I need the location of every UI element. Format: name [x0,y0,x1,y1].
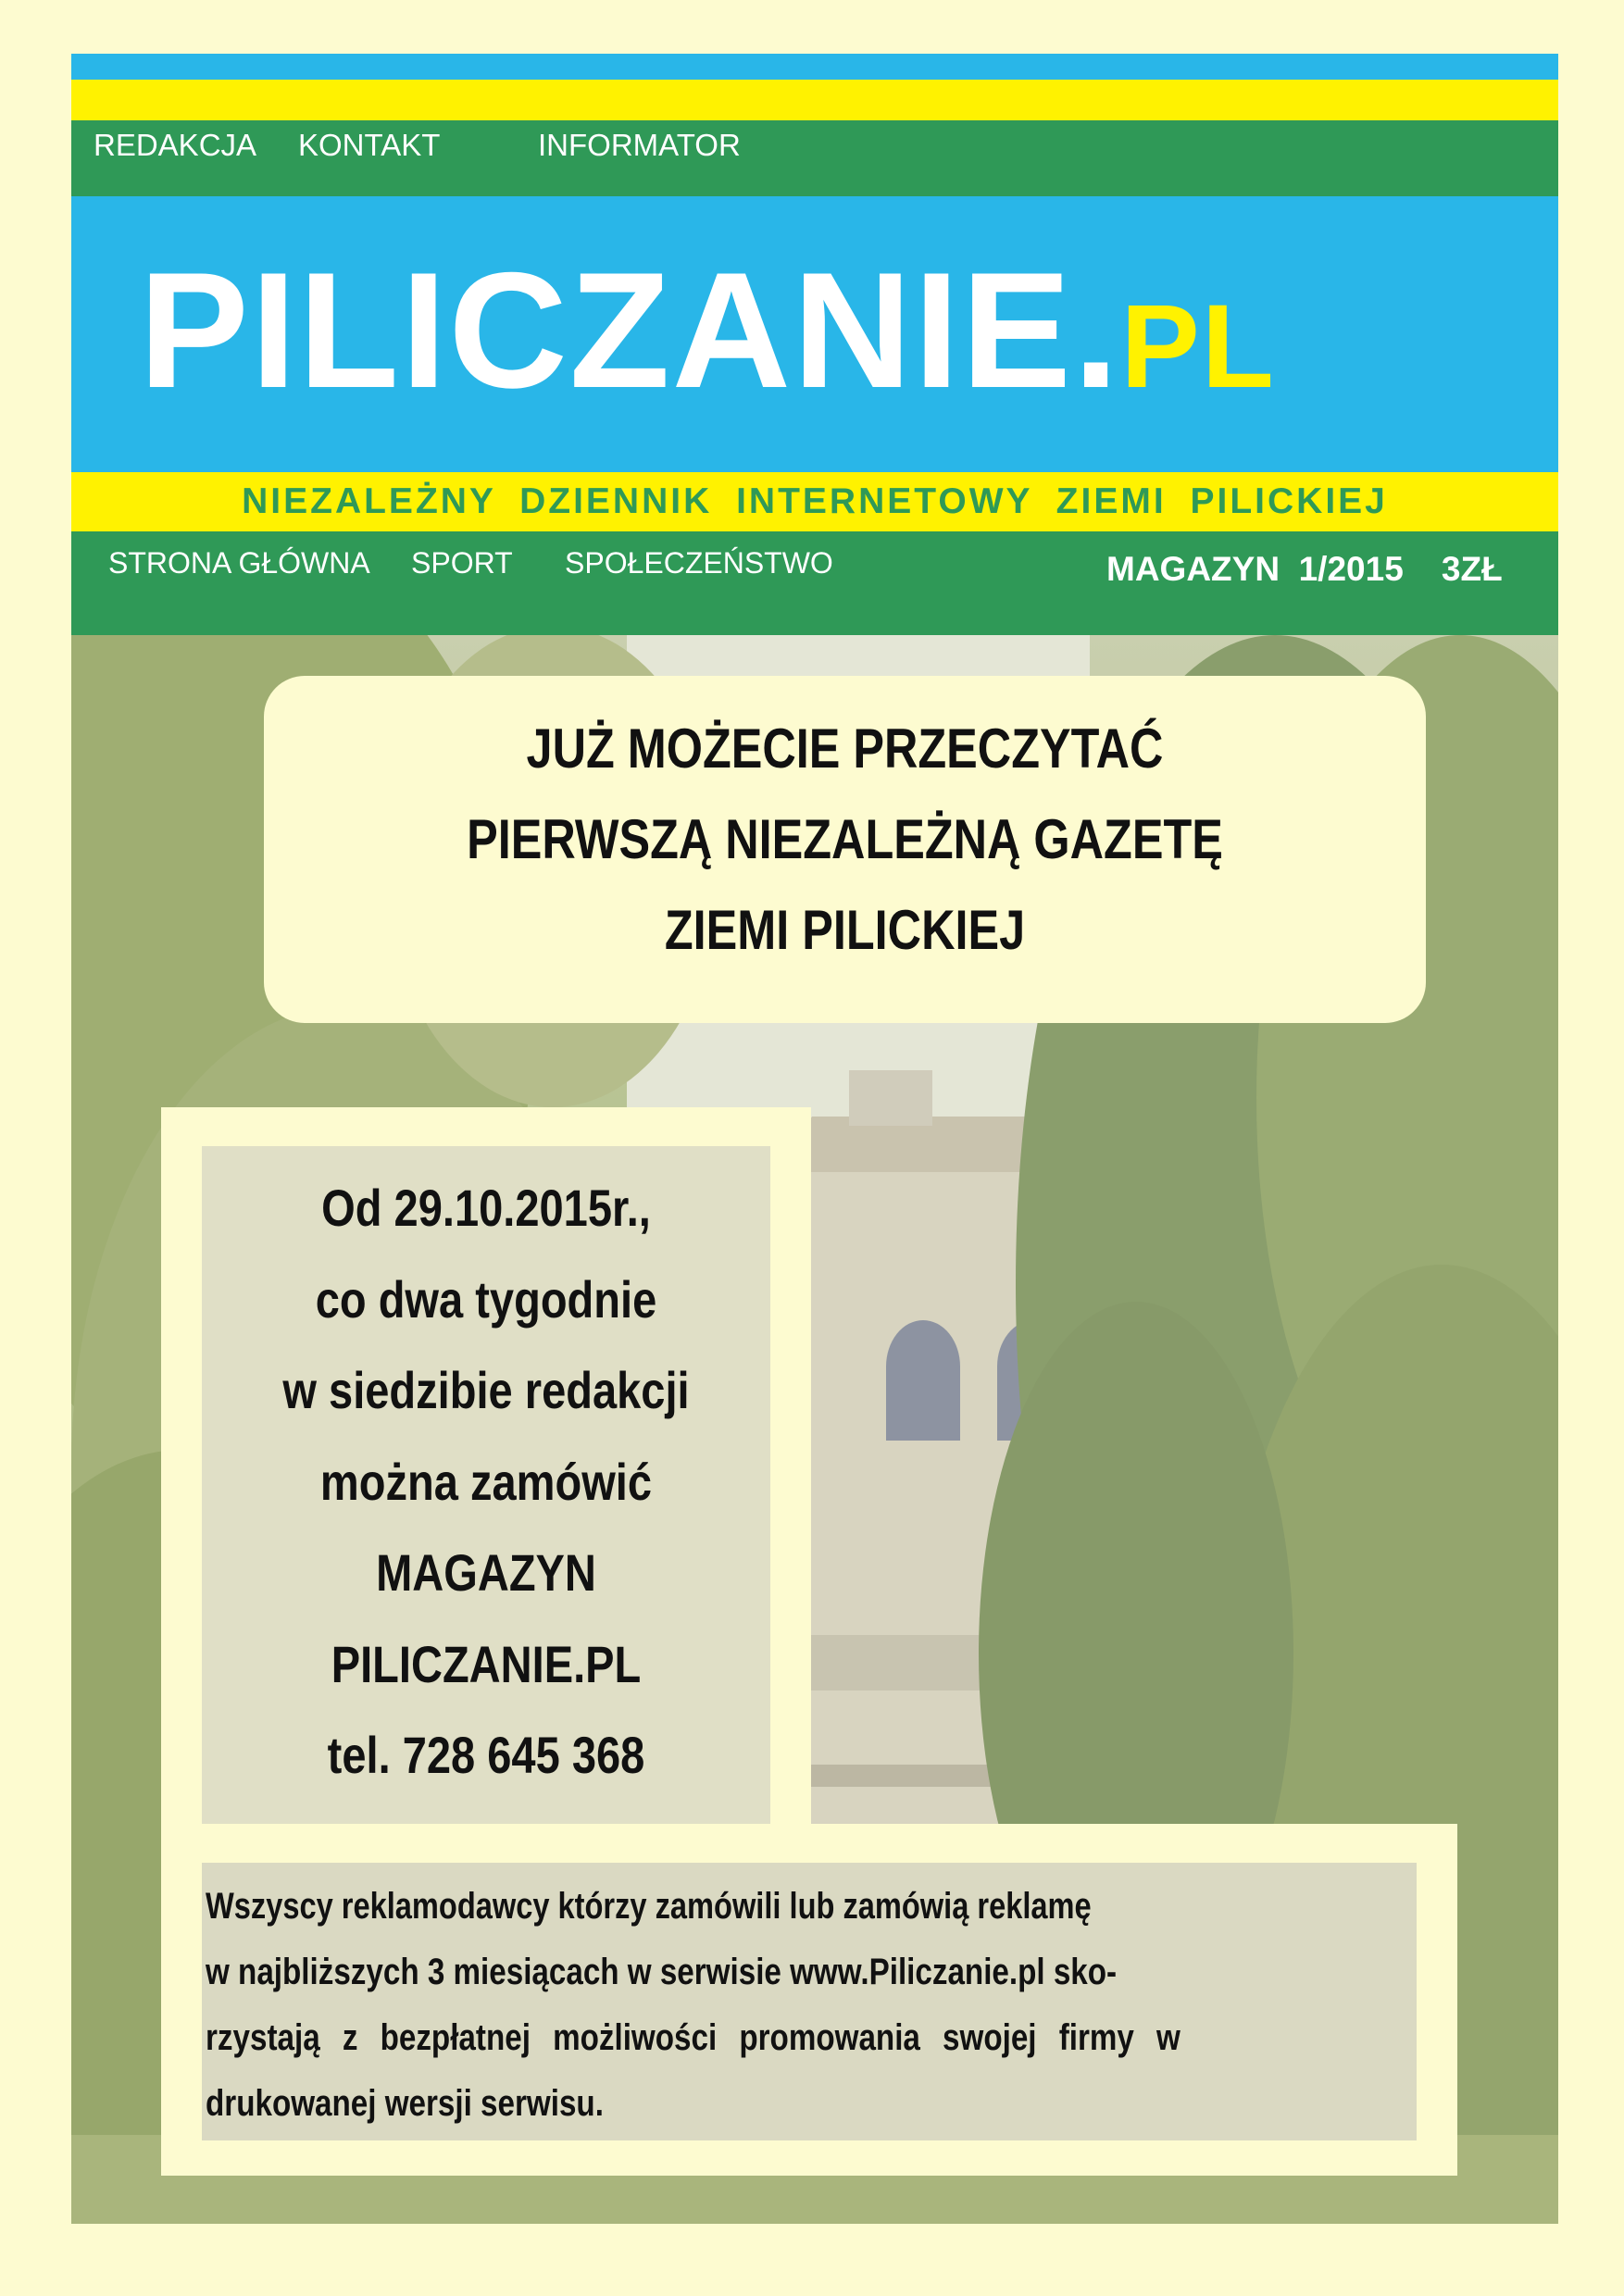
headline [264,704,1426,976]
nav-sport[interactable]: SPORT [411,546,513,580]
info-text [202,1163,770,1802]
headline-line: PIERWSZĄ NIEZALEŻNĄ GAZETĘ [467,808,1223,870]
info-line: Od 29.10.2015r., [321,1179,651,1237]
promo-text [206,1874,1413,2137]
headline-line: JUŻ MOŻECIE PRZECZYTAĆ [526,718,1164,780]
top-nav-bar [71,120,1558,196]
promo-line: rzystają z bezpłatnej możliwości promowania swojej firmy w [206,2017,1181,2058]
tagline: NIEZALEŻNY DZIENNIK INTERNETOWY ZIEMI PILICKIEJ [242,481,1388,521]
info-line: MAGAZYN [376,1543,596,1602]
nav-kontakt[interactable]: KONTAKT [298,128,441,162]
top-yellow-stripe [71,80,1558,120]
phone-number: tel. 728 645 368 [327,1726,645,1784]
headline-line: ZIEMI PILICKIEJ [664,899,1026,961]
info-line: można zamówić [319,1452,653,1511]
nav-spoleczenstwo[interactable]: SPOŁECZEŃSTWO [565,546,833,580]
masthead-logo [139,238,1276,422]
issue-info: MAGAZYN 1/2015 3ZŁ [1106,550,1503,588]
info-line: PILICZANIE.PL [331,1634,642,1693]
top-blue-stripe [71,54,1558,80]
promo-line: w najbliższych 3 miesiącach w serwisie www.Piliczanie.pl sko- [206,1952,1118,1992]
masthead-title: PILICZANIE. [139,238,1121,422]
nav-strona-glowna[interactable]: STRONA GŁÓWNA [108,546,370,580]
info-line: co dwa tygodnie [315,1269,657,1329]
promo-line: drukowanej wersji serwisu. [206,2083,604,2124]
nav-informator[interactable]: INFORMATOR [538,128,741,162]
masthead-suffix: PL [1120,281,1276,413]
info-line: w siedzibie redakcji [282,1361,690,1419]
promo-line: Wszyscy reklamodawcy którzy zamówili lub zamówią reklamę [206,1886,1092,1927]
nav-redakcja[interactable]: REDAKCJA [94,128,257,162]
